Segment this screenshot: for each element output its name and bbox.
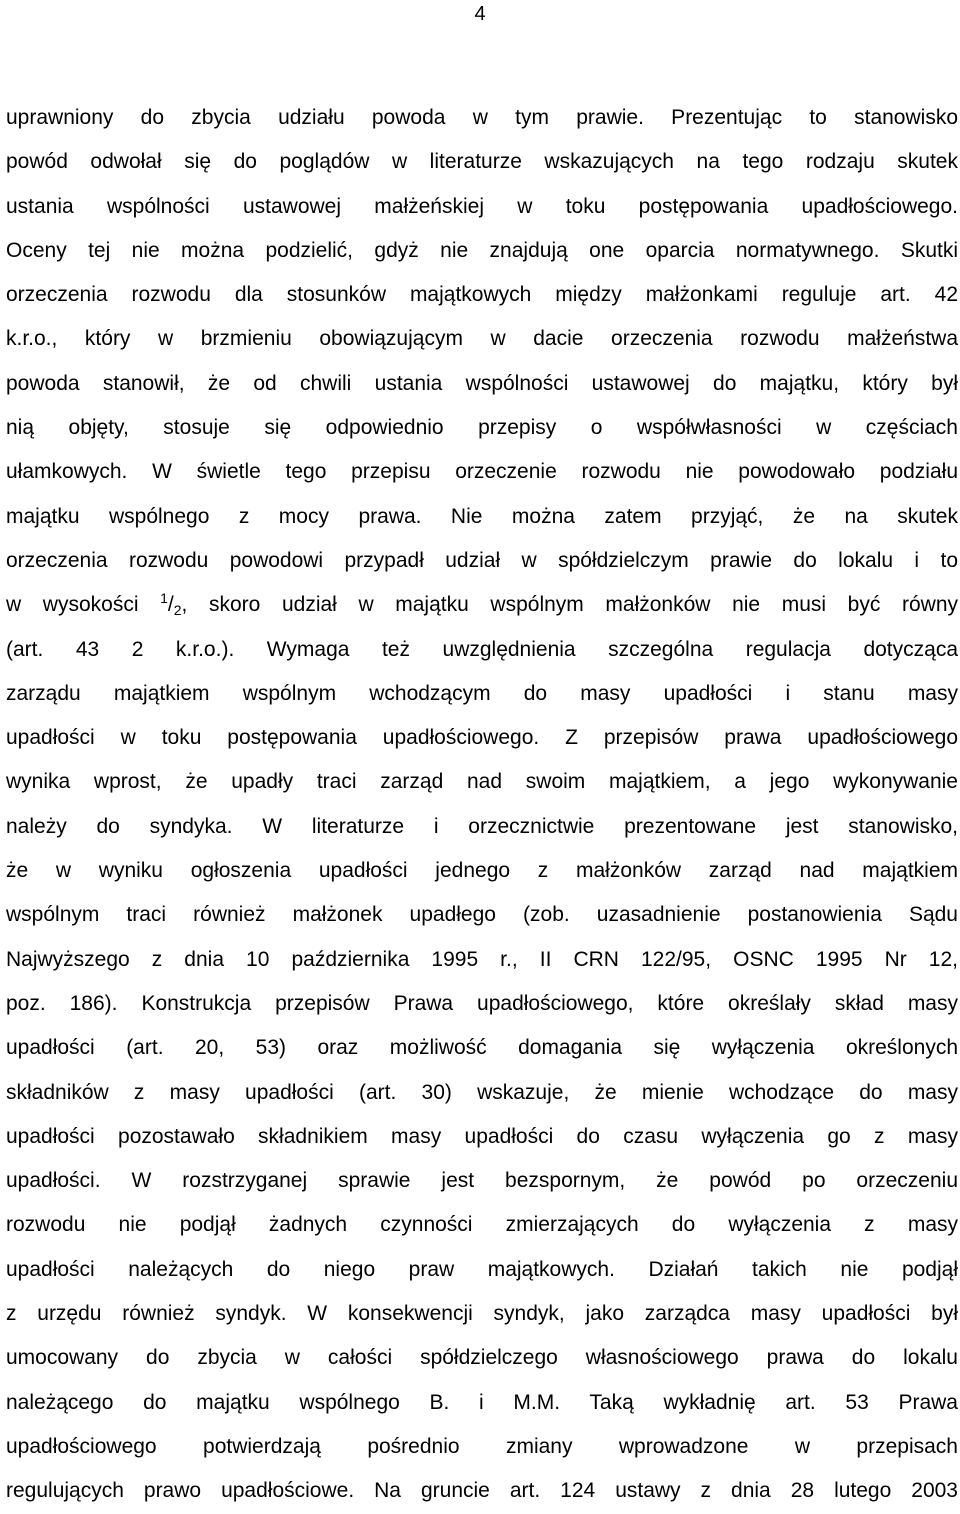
text-line-fraction — [6, 583, 958, 627]
text-line: upadłości w toku postępowania upadłościowego. Z przepisów prawa upadłościowego — [6, 726, 958, 750]
text-line: majątku wspólnego z mocy prawa. Nie można zatem przyjąć, że na skutek — [6, 504, 958, 528]
text-line: Oceny tej nie można podzielić, gdyż nie znajdują one oparcia normatywnego. Skutki — [6, 238, 958, 262]
text-line: powoda stanowił, że od chwili ustania wspólności ustawowej do majątku, który był — [6, 371, 958, 395]
fraction-before: w wysokości — [6, 593, 161, 617]
text-line: poz. 186). Konstrukcja przepisów Prawa upadłościowego, które określały skład masy — [6, 991, 958, 1015]
text-line: uprawniony do zbycia udziału powoda w tym prawie. Prezentując to stanowisko — [6, 106, 958, 129]
text-line: nią objęty, stosuje się odpowiednio przepisy o współwłasności w częściach — [6, 416, 958, 440]
text-line: upadłości pozostawało składnikiem masy upadłości do czasu wyłączenia go z masy — [6, 1124, 958, 1148]
text-line: regulujących prawo upadłościowe. Na gruncie art. 124 ustawy z dnia 28 lutego 2003 — [6, 1479, 958, 1503]
text-line: ułamkowych. W świetle tego przepisu orzeczenie rozwodu nie powodowało podziału — [6, 460, 958, 484]
text-line: upadłości należących do niego praw majątkowych. Działań takich nie podjął — [6, 1257, 958, 1281]
text-line: składników z masy upadłości (art. 30) wskazuje, że mienie wchodzące do masy — [6, 1080, 958, 1104]
text-line: umocowany do zbycia w całości spółdzielczego własnościowego prawa do lokalu — [6, 1346, 958, 1370]
text-line: orzeczenia rozwodu dla stosunków majątkowych między małżonkami reguluje art. 42 — [6, 283, 958, 307]
body-text — [6, 96, 958, 1514]
text-line: z urzędu również syndyk. W konsekwencji syndyk, jako zarządca masy upadłości był — [6, 1302, 958, 1326]
text-line: że w wyniku ogłoszenia upadłości jednego z małżonków zarząd nad majątkiem — [6, 859, 958, 883]
text-line: Najwyższego z dnia 10 października 1995 r., II CRN 122/95, OSNC 1995 Nr 12, — [6, 947, 958, 971]
text-line: zarządu majątkiem wspólnym wchodzącym do masy upadłości i stanu masy — [6, 681, 958, 705]
text-line: należy do syndyka. W literaturze i orzecznictwie prezentowane jest stanowisko, — [6, 814, 958, 838]
fraction-numerator: 1 — [160, 590, 168, 607]
page-number: 4 — [474, 3, 486, 25]
text-line: wynika wprost, że upadły traci zarząd nad swoim majątkiem, a jego wykonywanie — [6, 770, 958, 794]
fraction-slash: / — [167, 593, 174, 617]
fraction-denominator: 2 — [173, 602, 182, 619]
fraction-after: , skoro udział w majątku wspólnym małżonków nie musi być równy — [181, 593, 958, 617]
text-line: ustania wspólności ustawowej małżeńskiej w toku postępowania upadłościowego. — [6, 194, 958, 218]
text-line: należącego do majątku wspólnego B. i M.M. Taką wykładnię art. 53 Prawa — [6, 1390, 958, 1414]
text-line: upadłości (art. 20, 53) oraz możliwość domagania się wyłączenia określonych — [6, 1036, 958, 1060]
text-line: upadłościowego potwierdzają pośrednio zmiany wprowadzone w przepisach — [6, 1434, 958, 1458]
text-line: (art. 43 2 k.r.o.). Wymaga też uwzględnienia szczególna regulacja dotycząca — [6, 637, 958, 661]
text-line: powód odwołał się do poglądów w literaturze wskazujących na tego rodzaju skutek — [6, 150, 958, 174]
text-line: wspólnym traci również małżonek upadłego (zob. uzasadnienie postanowienia Sądu — [6, 903, 958, 927]
text-line: orzeczenia rozwodu powodowi przypadł udział w spółdzielczym prawie do lokalu i to — [6, 548, 958, 572]
text-line: rozwodu nie podjął żadnych czynności zmierzających do wyłączenia z masy — [6, 1213, 958, 1237]
text-line: upadłości. W rozstrzyganej sprawie jest bezspornym, że powód po orzeczeniu — [6, 1169, 958, 1193]
text-line: k.r.o., który w brzmieniu obowiązującym w dacie orzeczenia rozwodu małżeństwa — [6, 327, 958, 351]
